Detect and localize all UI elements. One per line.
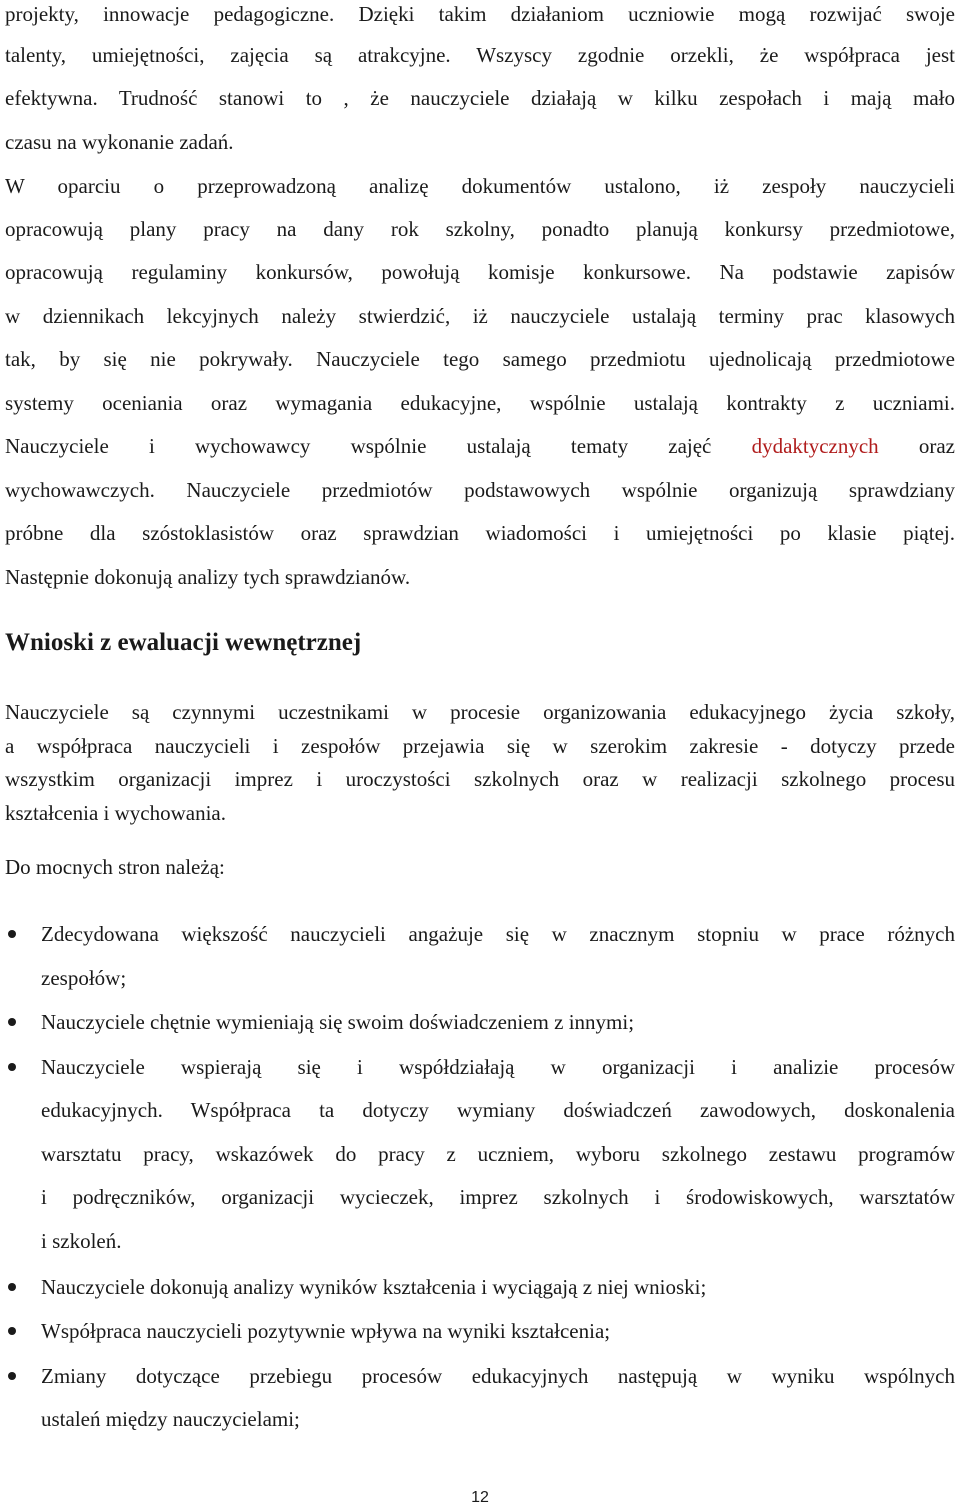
paragraph-line: tak, by się nie pokrywały. Nauczyciele tego samego przedmiotu ujednolicają przedmiotowe <box>5 347 955 371</box>
strengths-label: Do mocnych stron należą: <box>5 855 225 879</box>
list-item-line: ustaleń między nauczycielami; <box>41 1407 300 1431</box>
list-item-line: edukacyjnych. Współpraca ta dotyczy wymiany doświadczeń zawodowych, doskonalenia <box>41 1098 955 1122</box>
paragraph-line: opracowują regulaminy konkursów, powołują komisje konkursowe. Na podstawie zapisów <box>5 260 955 284</box>
list-item-line: i podręczników, organizacji wycieczek, imprez szkolnych i środowiskowych, warsztatów <box>41 1185 955 1209</box>
paragraph-line: opracowują plany pracy na dany rok szkolny, ponadto planują konkursy przedmiotowe, <box>5 217 955 241</box>
paragraph-line: czasu na wykonanie zadań. <box>5 130 234 154</box>
list-item-line: zespołów; <box>41 966 127 990</box>
paragraph-line: próbne dla szóstoklasistów oraz sprawdzian wiadomości i umiejętności po klasie piątej. <box>5 521 955 545</box>
paragraph-line: a współpraca nauczycieli i zespołów przejawia się w szerokim zakresie - dotyczy przede <box>5 734 955 758</box>
bullet-icon <box>8 1327 16 1335</box>
section-heading: Wnioski z ewaluacji wewnętrznej <box>5 629 362 656</box>
text-segment: oraz <box>878 434 955 458</box>
list-item-line: Zdecydowana większość nauczycieli angażuje się w znacznym stopniu w prace różnych <box>41 922 955 946</box>
bullet-icon <box>8 930 16 938</box>
list-item-line: Nauczyciele wspierają się i współdziałają w organizacji i analizie procesów <box>41 1055 955 1079</box>
paragraph-line: w dziennikach lekcyjnych należy stwierdzić, iż nauczyciele ustalają terminy prac klasowych <box>5 304 955 328</box>
paragraph-line: efektywna. Trudność stanowi to , że nauczyciele działają w kilku zespołach i mają mało <box>5 86 955 110</box>
paragraph-line: Następnie dokonują analizy tych sprawdzianów. <box>5 565 411 589</box>
list-item-line: i szkoleń. <box>41 1229 122 1253</box>
page-number: 12 <box>471 1489 489 1506</box>
paragraph-line: projekty, innowacje pedagogiczne. Dzięki takim działaniom uczniowie mogą rozwijać swoje <box>5 2 955 26</box>
paragraph-line: Nauczyciele są czynnymi uczestnikami w procesie organizowania edukacyjnego życia szkoły, <box>5 700 955 724</box>
paragraph-line-highlight <box>5 432 955 460</box>
paragraph-line: systemy oceniania oraz wymagania edukacyjne, wspólnie ustalają kontrakty z uczniami. <box>5 391 955 415</box>
bullet-icon <box>8 1063 16 1071</box>
bullet-icon <box>8 1018 16 1026</box>
bullet-icon <box>8 1283 16 1291</box>
text-segment: Nauczyciele i wychowawcy wspólnie ustalają tematy zajęć <box>5 434 752 458</box>
highlighted-word: dydaktycznych <box>751 434 879 458</box>
paragraph-line: W oparciu o przeprowadzoną analizę dokumentów ustalono, iż zespoły nauczycieli <box>5 174 955 198</box>
list-item-line: Nauczyciele chętnie wymieniają się swoim doświadczeniem z innymi; <box>41 1010 635 1034</box>
paragraph-line: talenty, umiejętności, zajęcia są atrakcyjne. Wszyscy zgodnie orzekli, że współpraca jest <box>5 43 955 67</box>
paragraph-line: wychowawczych. Nauczyciele przedmiotów podstawowych wspólnie organizują sprawdziany <box>5 478 955 502</box>
list-item-line: Współpraca nauczycieli pozytywnie wpływa na wyniki kształcenia; <box>41 1319 611 1343</box>
list-item-line: Zmiany dotyczące przebiegu procesów edukacyjnych następują w wyniku wspólnych <box>41 1364 955 1388</box>
paragraph-line: wszystkim organizacji imprez i uroczystości szkolnych oraz w realizacji szkolnego procesu <box>5 767 955 791</box>
bullet-icon <box>8 1372 16 1380</box>
list-item-line: Nauczyciele dokonują analizy wyników kształcenia i wyciągają z niej wnioski; <box>41 1275 707 1299</box>
paragraph-line: kształcenia i wychowania. <box>5 801 226 825</box>
list-item-line: warsztatu pracy, wskazówek do pracy z uczniem, wyboru szkolnego zestawu programów <box>41 1142 955 1166</box>
